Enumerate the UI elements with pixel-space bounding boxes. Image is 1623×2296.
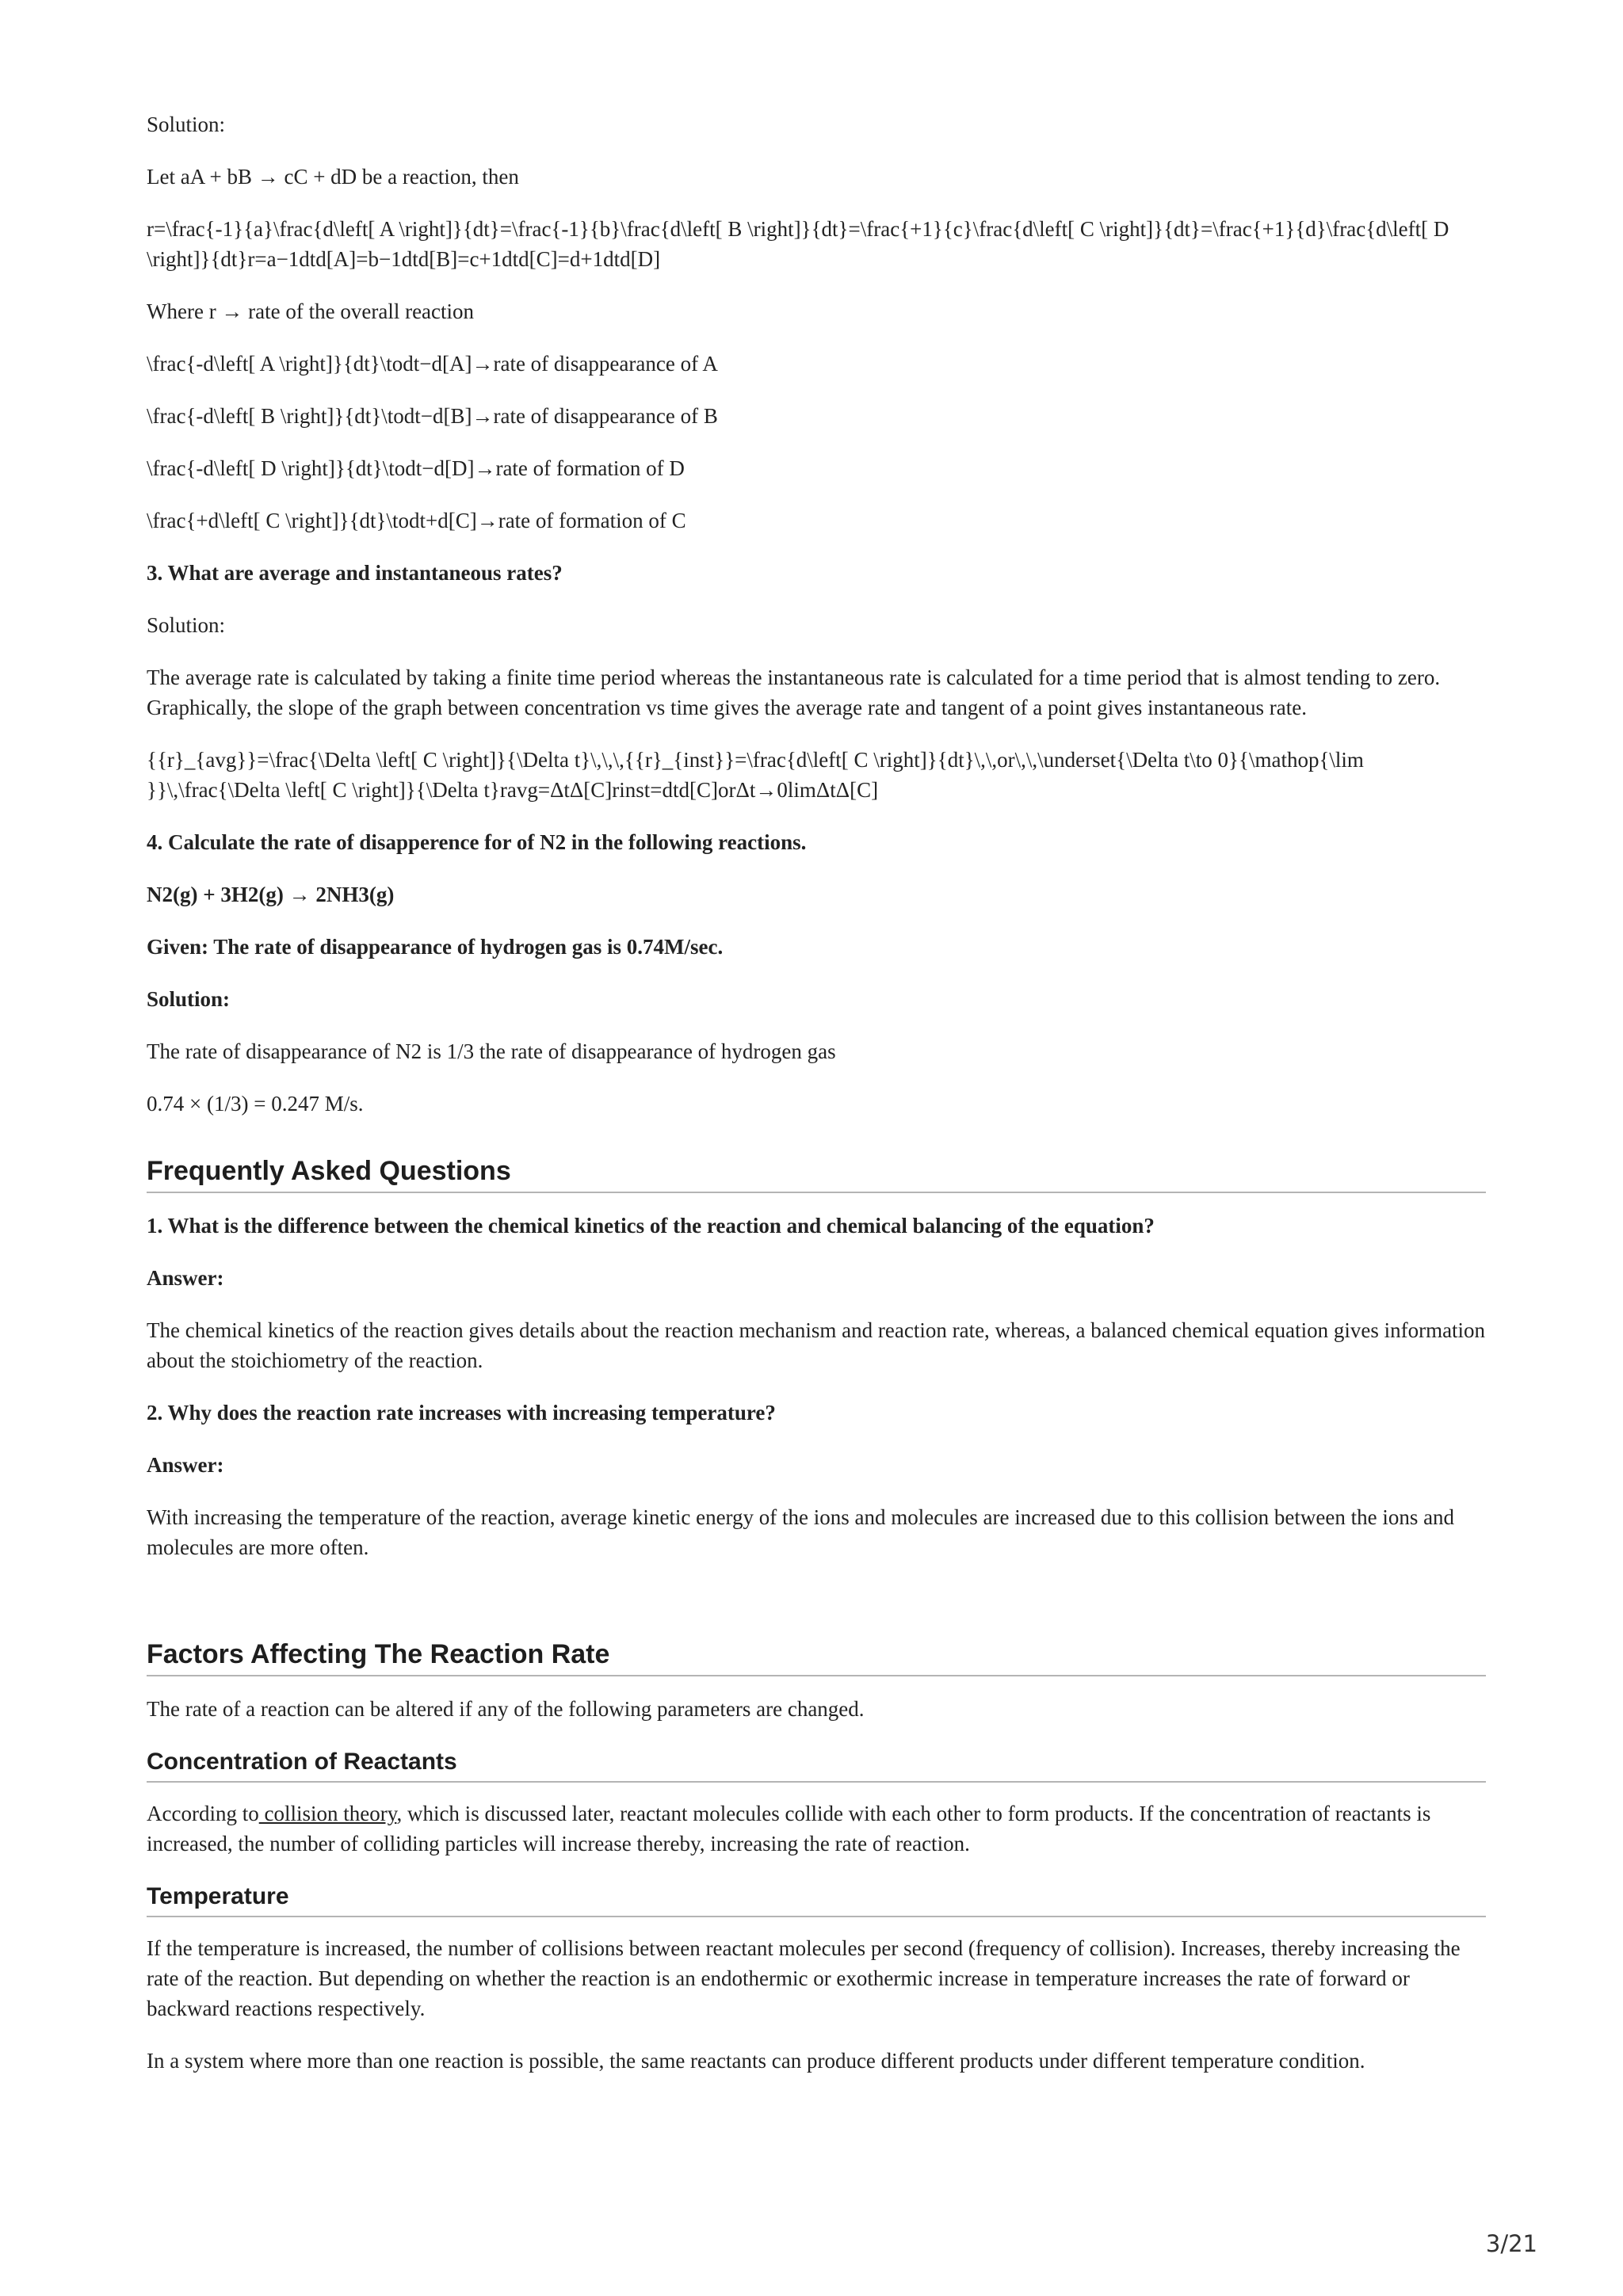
temperature-heading: Temperature bbox=[147, 1881, 1486, 1917]
reaction-statement: Let aA + bB → cC + dD be a reaction, then bbox=[147, 165, 519, 189]
page-number: 3/21 bbox=[1485, 2230, 1537, 2257]
faq-question-2: 2. Why does the reaction rate increases with increasing temperature? bbox=[147, 1401, 776, 1425]
rate-term-a: \frac{-d\left[ A \right]}{dt}\todt−d[A]→rate of disappearance of A bbox=[147, 352, 718, 376]
factors-heading: Factors Affecting The Reaction Rate bbox=[147, 1637, 1486, 1676]
rate-term-c: \frac{+d\left[ C \right]}{dt}\todt+d[C]→rate of formation of C bbox=[147, 509, 686, 532]
question-4: 4. Calculate the rate of disapperence for of N2 in the following reactions. bbox=[147, 830, 807, 854]
solution-label: Solution: bbox=[147, 613, 226, 637]
rate-definition: Where r → rate of the overall reaction bbox=[147, 299, 475, 323]
solution-label: Solution: bbox=[147, 113, 226, 136]
concentration-text-start: According to bbox=[147, 1802, 259, 1825]
question-4-given: Given: The rate of disappearance of hydrogen gas is 0.74M/sec. bbox=[147, 935, 724, 959]
rate-term-d: \frac{-d\left[ D \right]}{dt}\todt−d[D]→rate of formation of D bbox=[147, 456, 685, 480]
document-body bbox=[147, 109, 1486, 2098]
temperature-paragraph-2: In a system where more than one reaction is possible, the same reactants can produce different products under different temperature condition. bbox=[147, 2049, 1365, 2073]
factors-intro: The rate of a reaction can be altered if any of the following parameters are changed. bbox=[147, 1697, 865, 1721]
question-4-equation: N2(g) + 3H2(g) → 2NH3(g) bbox=[147, 883, 395, 906]
solution-label: Solution: bbox=[147, 987, 231, 1011]
average-instant-explanation: The average rate is calculated by taking a finite time period whereas the instantaneous rate is calculated for a time period that is almost tending to zero. Graphically, the slope of the graph between concentration vs time gives the average rate and tangent of a point gives instantaneous rate. bbox=[147, 666, 1441, 719]
question-4-result: 0.74 × (1/3) = 0.247 M/s. bbox=[147, 1092, 364, 1116]
temperature-paragraph-1: If the temperature is increased, the number of collisions between reactant molecules per second (frequency of collision). Increases, thereby increasing the rate of the reaction. But depending on whether the reaction is an endothermic or exothermic increase in temperature increases the rate of forward or backward reactions respectively. bbox=[147, 1936, 1461, 2020]
question-4-explanation: The rate of disappearance of N2 is 1/3 the rate of disappearance of hydrogen gas bbox=[147, 1039, 836, 1063]
question-3: 3. What are average and instantaneous rates? bbox=[147, 561, 563, 585]
concentration-heading: Concentration of Reactants bbox=[147, 1746, 1486, 1783]
concentration-text-end: , which is discussed later, reactant molecules collide with each other to form products. If the concentration of reactants is increased, the number of colliding particles will increase thereby, increasing the rate of reaction. bbox=[147, 1802, 1431, 1855]
faq-answer-label: Answer: bbox=[147, 1453, 224, 1477]
collision-theory-link[interactable]: collision theory bbox=[258, 1802, 397, 1825]
concentration-paragraph bbox=[147, 1798, 1486, 1859]
faq-heading: Frequently Asked Questions bbox=[147, 1154, 1486, 1193]
faq-answer-1: The chemical kinetics of the reaction gives details about the reaction mechanism and reaction rate, whereas, a balanced chemical equation gives information about the stoichiometry of the reaction. bbox=[147, 1318, 1486, 1372]
faq-answer-label: Answer: bbox=[147, 1266, 224, 1290]
faq-question-1: 1. What is the difference between the chemical kinetics of the reaction and chemical balancing of the equation? bbox=[147, 1214, 1155, 1238]
rate-term-b: \frac{-d\left[ B \right]}{dt}\todt−d[B]→rate of disappearance of B bbox=[147, 404, 718, 428]
average-instant-equation: {{r}_{avg}}=\frac{\Delta \left[ C \right]}{\Delta t}\,\,\,{{r}_{inst}}=\frac{d\left[ C \right]}{dt}\,\,or\,\,\underset{\Delta t\to 0}{\mathop{\lim }}\,\frac{\Delta \left[ C \right]}{\Delta t}ravg=ΔtΔ[C]rinst=dtd[C]orΔt→0limΔtΔ[C] bbox=[147, 748, 1364, 802]
faq-answer-2: With increasing the temperature of the reaction, average kinetic energy of the ions and molecules are increased due to this collision between the ions and molecules are more often. bbox=[147, 1505, 1455, 1559]
rate-equation: r=\frac{-1}{a}\frac{d\left[ A \right]}{dt}=\frac{-1}{b}\frac{d\left[ B \right]}{dt}=\frac{+1}{c}\frac{d\left[ C \right]}{dt}=\frac{+1}{d}\frac{d\left[ D \right]}{dt}r=a−1dtd[A]=b−1dtd[B]=c+1dtd[C]=d+1dtd[D] bbox=[147, 217, 1449, 271]
